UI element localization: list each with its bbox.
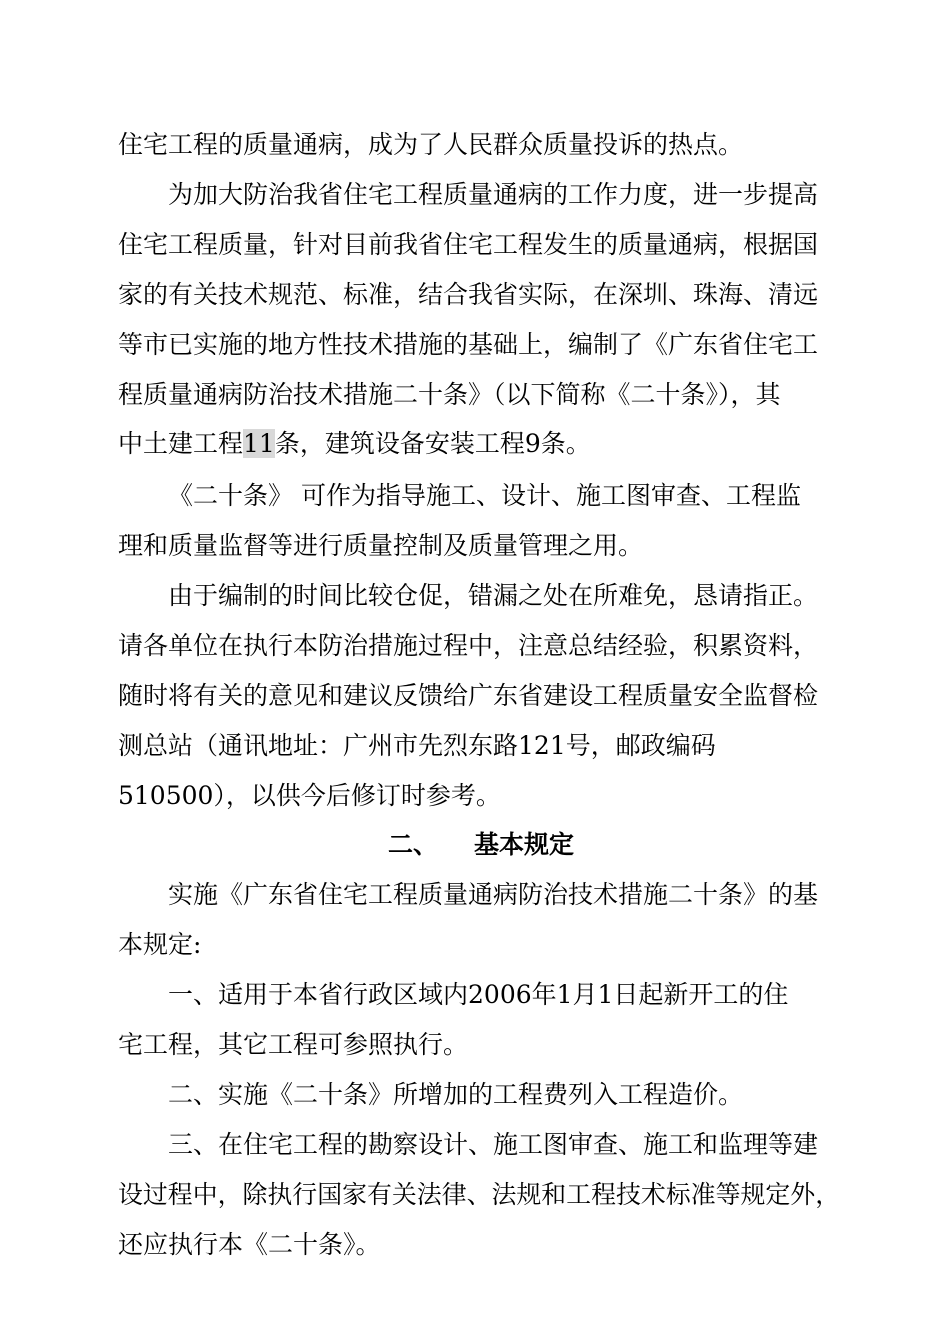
text-line: 测总站（通讯地址：广州市先烈东路121号，邮政编码 (118, 731, 716, 760)
text-line: 设过程中，除执行国家有关法律、法规和工程技术标准等规定外， (118, 1180, 841, 1209)
section-title: 基本规定 (474, 830, 575, 859)
highlighted-number: 11 (243, 429, 275, 458)
text-line: 等市已实施的地方性技术措施的基础上，编制了《广东省住宅工 (118, 330, 819, 359)
section-number: 二、 (388, 830, 439, 859)
text-line: 请各单位在执行本防治措施过程中，注意总结经验，积累资料， (118, 631, 819, 660)
text-line: 三、在住宅工程的勘察设计、施工图审查、施工和监理等建 (168, 1130, 819, 1159)
text-line: 本规定: (118, 930, 202, 959)
text-line: 为加大防治我省住宅工程质量通病的工作力度，进一步提高 (168, 180, 819, 209)
text-line: 随时将有关的意见和建议反馈给广东省建设工程质量安全监督检 (118, 681, 819, 710)
text-line: 由于编制的时间比较仓促，错漏之处在所难免，恳请指正。 (168, 581, 819, 610)
section-heading (388, 830, 574, 860)
text-line (118, 429, 591, 459)
text-line: 二、实施《二十条》所增加的工程费列入工程造价。 (168, 1080, 744, 1109)
text-line: 住宅工程的质量通病，成为了人民群众质量投诉的热点。 (118, 130, 744, 159)
text-line: 《二十条》 可作为指导施工、设计、施工图审查、工程监 (168, 481, 801, 510)
text-line: 一、适用于本省行政区域内2006年1月1日起新开工的住 (168, 980, 789, 1009)
text-line: 住宅工程质量，针对目前我省住宅工程发生的质量通病，根据国 (118, 230, 819, 259)
text-line: 实施《广东省住宅工程质量通病防治技术措施二十条》的基 (168, 880, 819, 909)
text-segment: 条，建筑设备安装工程9条。 (274, 429, 591, 458)
text-line: 家的有关技术规范、标准，结合我省实际，在深圳、珠海、清远 (118, 280, 819, 309)
text-line: 宅工程，其它工程可参照执行。 (118, 1030, 469, 1059)
text-line: 510500），以供今后修订时参考。 (118, 781, 501, 810)
text-line: 理和质量监督等进行质量控制及质量管理之用。 (118, 531, 644, 560)
text-line: 还应执行本《二十条》。 (118, 1230, 381, 1259)
text-segment: 中土建工程 (118, 429, 244, 458)
text-line: 程质量通病防治技术措施二十条》（以下简称《二十条》），其 (118, 380, 781, 409)
